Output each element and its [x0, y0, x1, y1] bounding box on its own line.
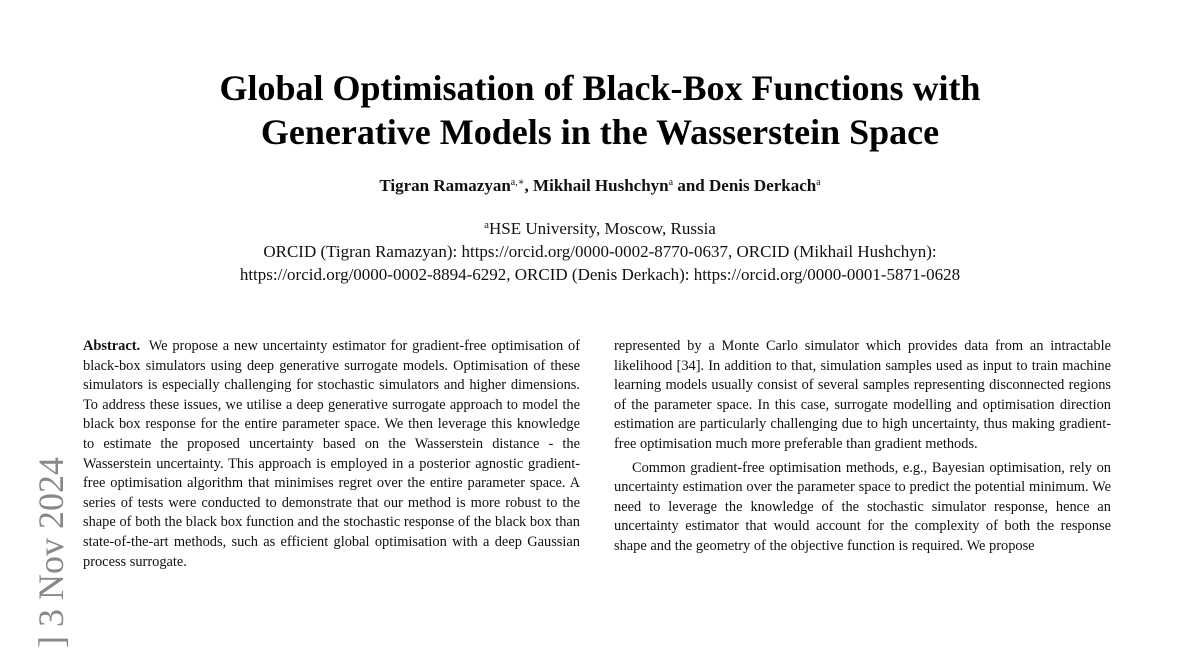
- title-line-1: Global Optimisation of Black-Box Functions with: [219, 68, 981, 108]
- author-name: Tigran Ramazyan: [379, 176, 511, 195]
- author-separator: ,: [524, 176, 534, 195]
- orcid-line-2: https://orcid.org/0000-0002-8894-6292, ORCID (Denis Derkach): https://orcid.org/0000-0001-5871-0628: [239, 265, 961, 284]
- right-column: [614, 337, 1111, 557]
- author-name: Mikhail Hushchyn: [533, 176, 669, 195]
- abstract-label: Abstract.: [83, 338, 141, 354]
- affiliation: [0, 214, 1200, 240]
- abstract-text: We propose a new uncertainty estimator for gradient-free optimisation of black-box simulators using deep generative surrogate models. Optimisation of these simulators is especially challenging for stochastic simulators and higher dimensions. To address these issues, we utilise a deep generative surrogate approach to model the black box response for the entire parameter space. We then leverage this knowledge to estimate the proposed uncertainty based on the Wasserstein distance - the Wasserstein uncertainty. This approach is employed in a posterior agnostic gradient-free optimisation algorithm that minimises regret over the entire parameter space. A series of tests were conducted to demonstrate that our method is more robust to the shape of both the black box function and the stochastic response of the black box than state-of-the-art methods, such as efficient global optimisation with a deep Gaussian process surrogate.: [83, 338, 580, 570]
- title-line-2: Generative Models in the Wasserstein Space: [260, 112, 940, 152]
- author-affiliation-mark: a: [668, 177, 674, 188]
- author-affiliation-mark: a,∗: [510, 177, 525, 188]
- affiliation-text: HSE University, Moscow, Russia: [489, 219, 716, 238]
- paper-title: [0, 66, 1200, 154]
- affiliation-mark: a: [484, 219, 490, 231]
- author-affiliation-mark: a: [816, 177, 821, 188]
- affiliation-block: [0, 214, 1200, 286]
- abstract: [83, 337, 580, 572]
- body-paragraph: Common gradient-free optimisation methods, e.g., Bayesian optimisation, rely on uncertainty estimation over the parameter space to predict the potential minimum. We need to leverage the knowledge of the stochastic simulator response, hence an uncertainty estimator that would account for the complexity of both the response shape and the geometry of the objective function is required. We propose: [614, 459, 1111, 554]
- orcid-line-1: ORCID (Tigran Ramazyan): https://orcid.org/0000-0002-8770-0637, ORCID (Mikhail Hushchyn):: [263, 242, 937, 261]
- author-separator: and: [673, 176, 709, 195]
- body-paragraph: represented by a Monte Carlo simulator which provides data from an intractable likelihood [34]. In addition to that, simulation samples used as input to train machine learning models usually consist of several samples representing disconnected regions of the parameter space. In this case, surrogate modelling and optimisation direction estimation are particularly challenging due to high uncertainty, thus making gradient-free optimisation much more preferable than gradient methods.: [614, 338, 1111, 452]
- left-column: [83, 337, 580, 572]
- arxiv-date-stamp: ] 3 Nov 2024: [31, 457, 71, 648]
- author-list: [0, 172, 1200, 197]
- author-name: Denis Derkach: [709, 176, 817, 195]
